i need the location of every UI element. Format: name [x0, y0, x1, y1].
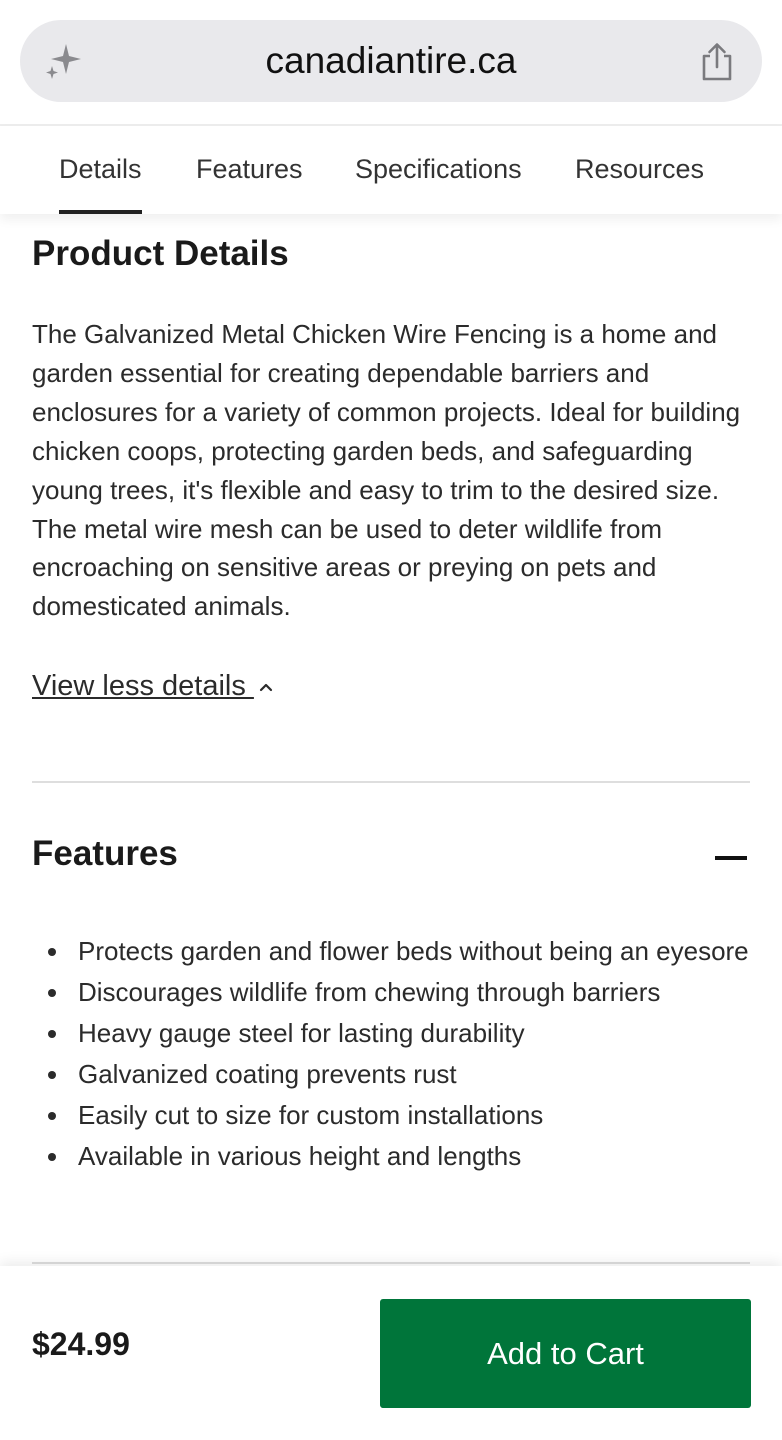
features-heading: Features [32, 834, 178, 873]
address-bar[interactable] [20, 20, 762, 102]
chevron-up-icon [258, 679, 274, 695]
list-item: Available in various height and lengths [32, 1136, 752, 1177]
features-list [32, 931, 752, 1177]
minus-icon[interactable] [715, 841, 749, 873]
tab-specifications-label: Specifications [355, 154, 522, 184]
share-icon[interactable] [698, 42, 736, 82]
tab-details[interactable] [59, 126, 142, 214]
tab-features-label: Features [196, 154, 303, 184]
view-less-details-label: View less details [32, 670, 254, 702]
tab-specifications[interactable] [355, 126, 522, 214]
list-item: Galvanized coating prevents rust [32, 1054, 752, 1095]
active-tab-indicator [59, 210, 142, 214]
section-divider [32, 1262, 750, 1264]
url-text[interactable]: canadiantire.ca [265, 40, 517, 81]
list-item: Protects garden and flower beds without being an eyesore [32, 931, 752, 972]
list-item: Discourages wildlife from chewing through barriers [32, 972, 752, 1013]
list-item: Easily cut to size for custom installations [32, 1095, 752, 1136]
add-to-cart-button[interactable]: Add to Cart [380, 1299, 751, 1408]
section-divider [32, 781, 750, 783]
list-item: Heavy gauge steel for lasting durability [32, 1013, 752, 1054]
section-tabs [0, 126, 782, 214]
tab-resources[interactable] [575, 126, 704, 214]
product-description: The Galvanized Metal Chicken Wire Fencing is a home and garden essential for creating dependable barriers and enclosures for a variety of common projects. Ideal for building chicken coops, protecting garden beds, and safeguarding young trees, it's flexible and easy to trim to the desired size. The metal wire mesh can be used to deter wildlife from encroaching on sensitive areas or preying on pets and domesticated animals. [32, 319, 741, 622]
purchase-bar [0, 1266, 782, 1440]
browser-toolbar [0, 0, 782, 124]
tab-details-label: Details [59, 154, 142, 184]
price: $24.99 [32, 1326, 130, 1362]
tab-resources-label: Resources [575, 154, 705, 184]
tab-features[interactable] [196, 126, 303, 214]
product-details-heading: Product Details [32, 234, 289, 273]
view-less-details-link[interactable] [32, 670, 274, 703]
